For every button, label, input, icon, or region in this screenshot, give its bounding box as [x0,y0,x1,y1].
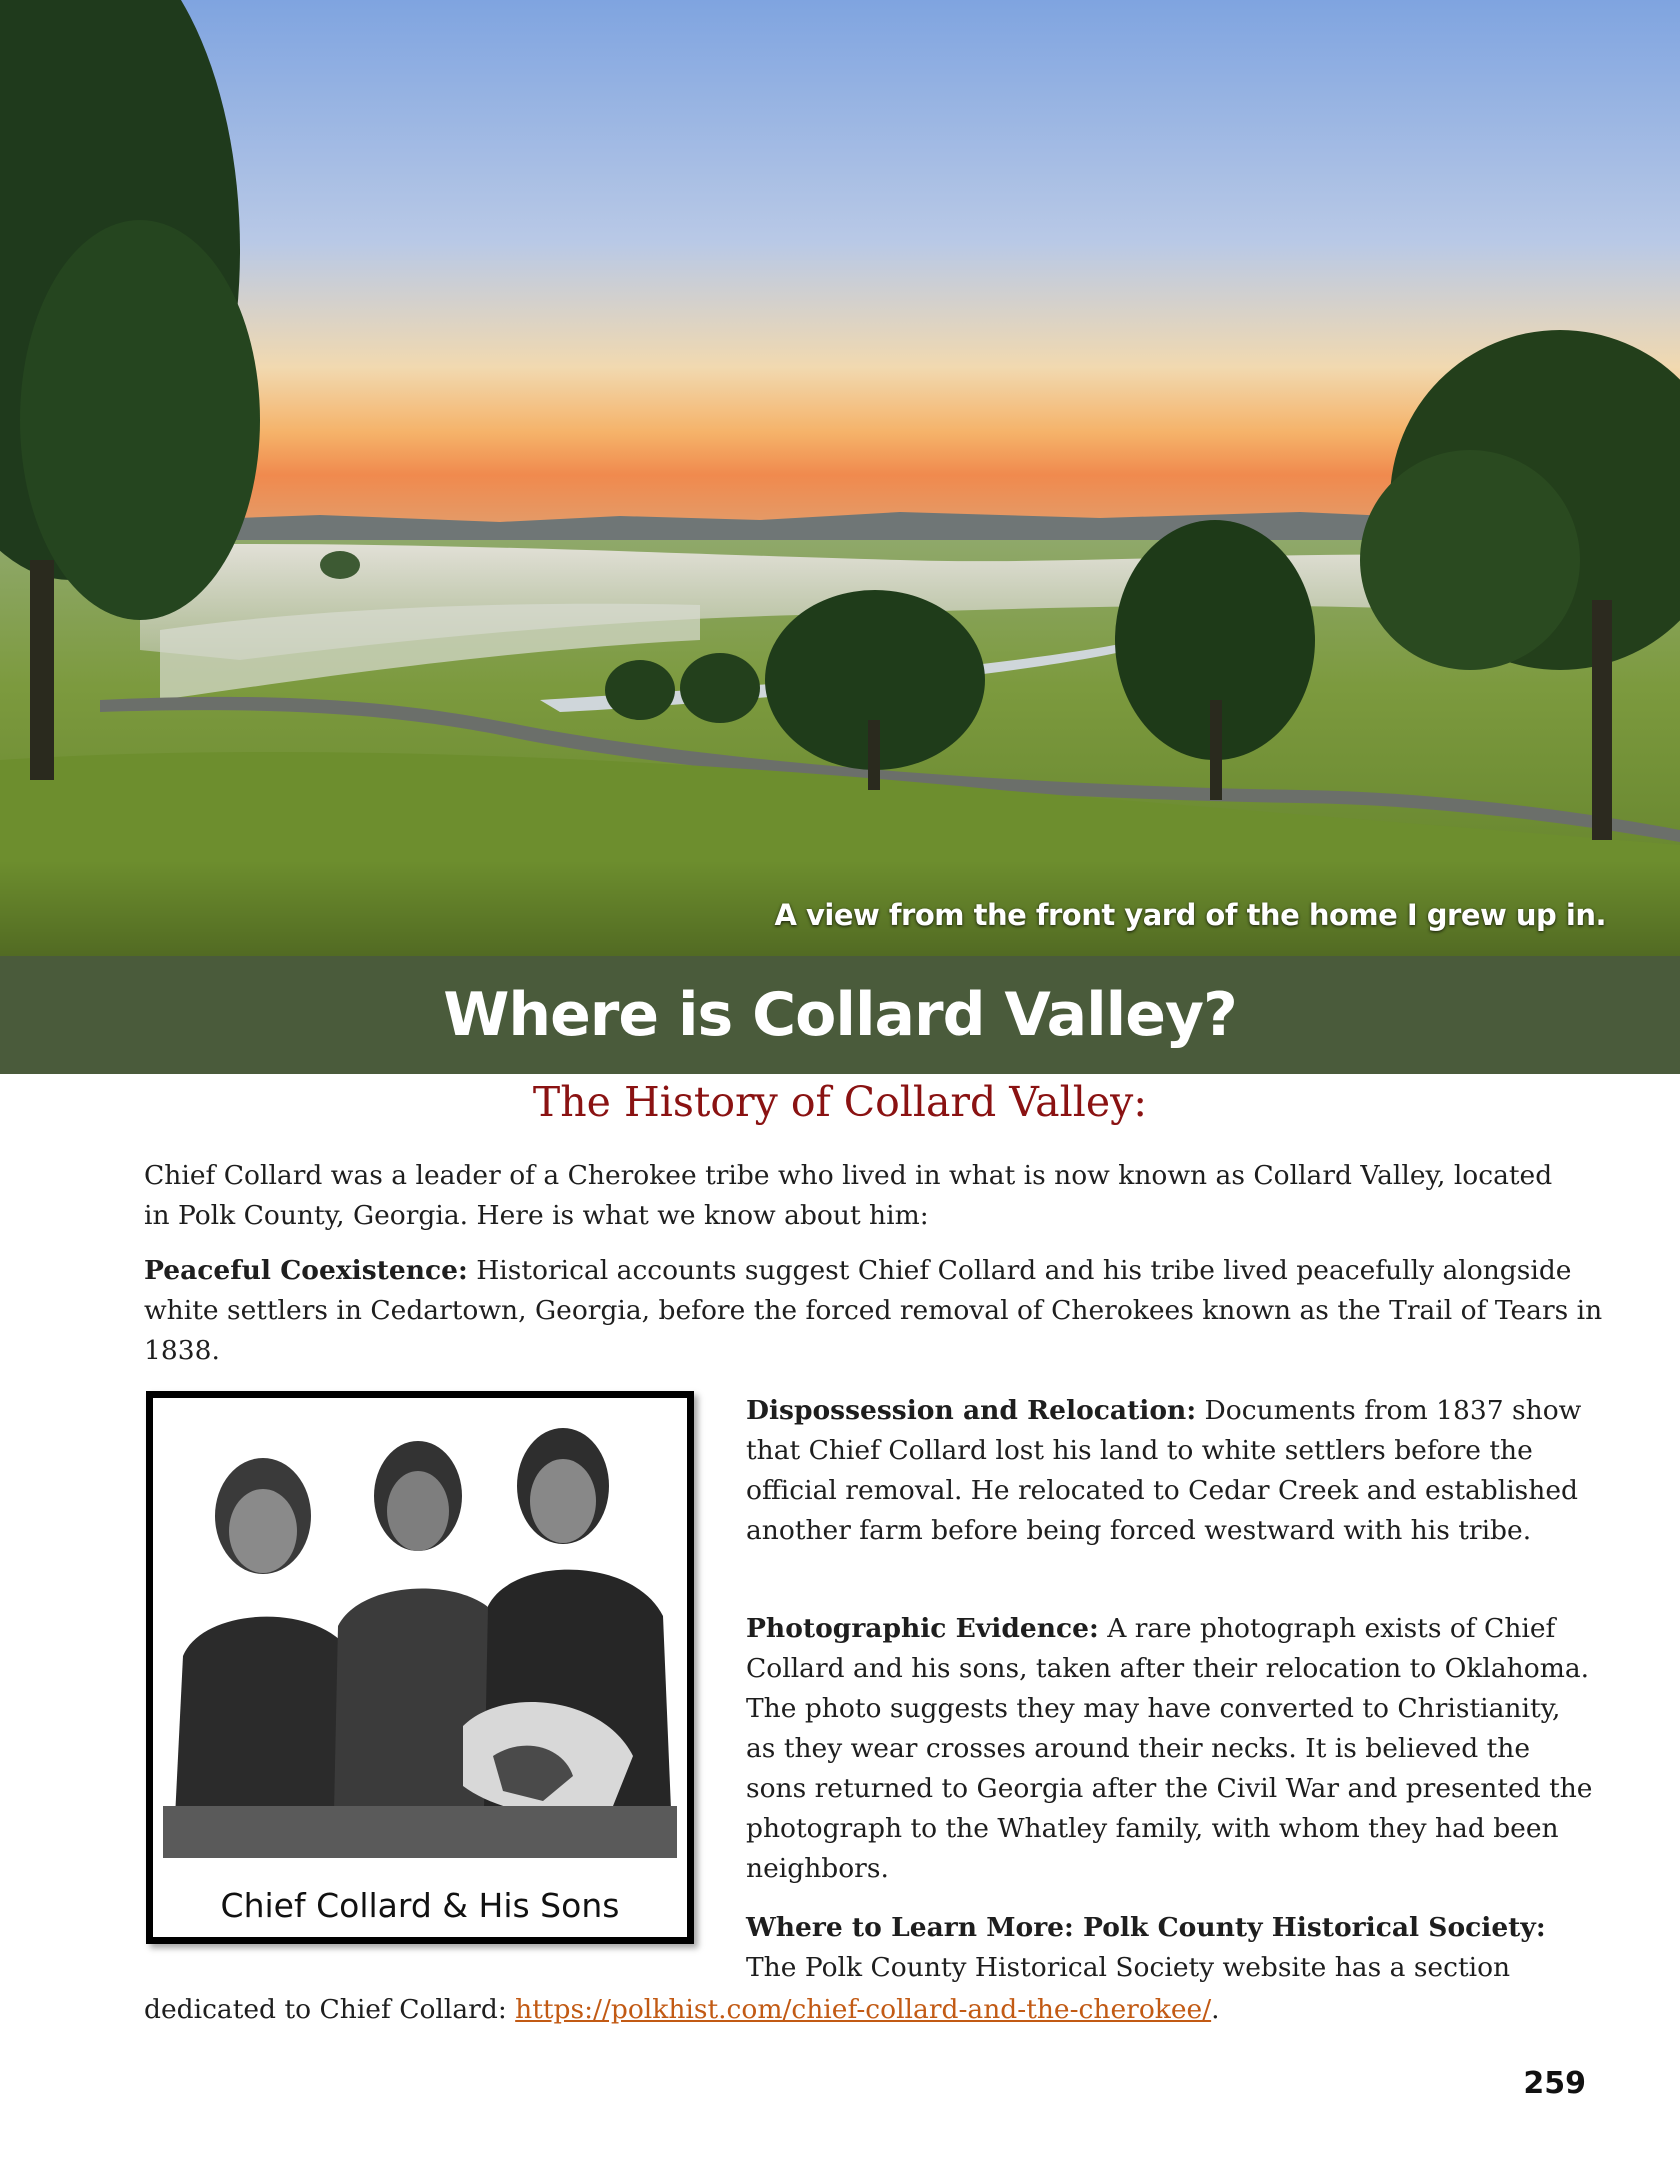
dispossession-heading: Dispossession and Relocation: [746,1395,1197,1426]
learn-more-heading: Where to Learn More: Polk County Historical Society: [746,1912,1546,1943]
hero-photo [0,0,1680,956]
learn-more-paragraph [746,1908,1596,1988]
photographic-evidence-paragraph [746,1609,1596,1889]
learn-more-text: The Polk County Historical Society website has a section [746,1952,1511,1983]
title-banner [0,956,1680,1074]
page-number: 259 [1523,2066,1586,2101]
chief-collard-photo-frame [146,1391,694,1944]
hero-caption: A view from the front yard of the home I grew up in. [774,898,1606,932]
section-subtitle: The History of Collard Valley: [532,1078,1148,1126]
chief-collard-and-sons-photo [163,1406,677,1858]
page-title: Where is Collard Valley? [443,980,1237,1050]
learn-more-period: . [1211,1994,1220,2025]
peaceful-coexistence-text: Historical accounts suggest Chief Collard and his tribe lived peacefully alongside white settlers in Cedartown, Georgia, before the forced removal of Cherokees known as the Trail of Tears in 1838. [144,1255,1603,1366]
polkhist-link[interactable]: https://polkhist.com/chief-collard-and-the-cherokee/ [515,1994,1212,2025]
learn-more-continued [144,1990,1584,2030]
peaceful-coexistence-paragraph [144,1251,1604,1371]
dispossession-paragraph [746,1391,1596,1551]
valley-landscape-image [0,0,1680,956]
learn-more-text-cont: dedicated to Chief Collard: [144,1994,516,2025]
photo-caption: Chief Collard & His Sons [220,1886,620,1925]
photographic-evidence-heading: Photographic Evidence: [746,1613,1099,1644]
peaceful-coexistence-heading: Peaceful Coexistence: [144,1255,468,1286]
photographic-evidence-text: A rare photograph exists of Chief Collard and his sons, taken after their relocation to Oklahoma. The photo suggests they may have converted to Christianity, as they wear crosses around their necks. It is believed the sons returned to Georgia after the Civil War and presented the photograph to the Whatley family, with whom they had been neighbors. [746,1613,1593,1884]
dispossession-text: Documents from 1837 show that Chief Collard lost his land to white settlers before the official removal. He relocated to Cedar Creek and established another farm before being forced westward with his tribe. [746,1395,1582,1546]
intro-paragraph: Chief Collard was a leader of a Cherokee tribe who lived in what is now known as Collard Valley, located in Polk County, Georgia. Here is what we know about him: [144,1160,1553,1231]
